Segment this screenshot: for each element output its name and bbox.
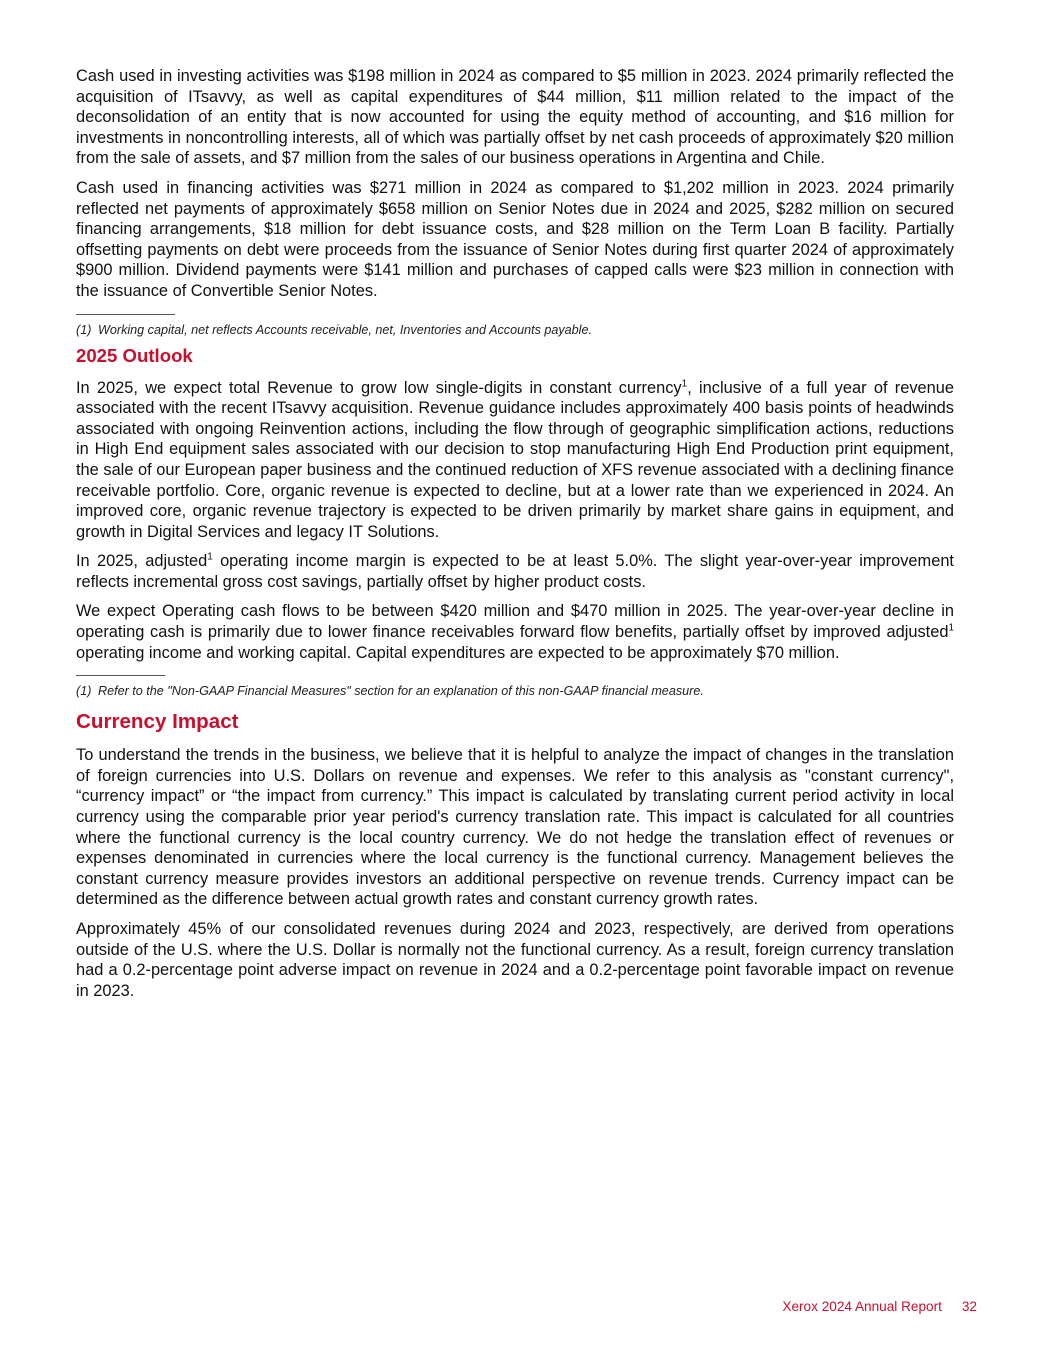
outlook-margin-text-b: operating income margin is expected to be at least 5.0%. The slight year-over-year improvement reflects incremental gross cost savings, partially offset by higher product costs. <box>76 552 954 591</box>
outlook-cashflow-text-a: We expect Operating cash flows to be between $420 million and $470 million in 2025. The year-over-year decline in operating cash is primarily due to lower finance receivables forward flow benefits, partially offset by improved adjusted <box>76 602 954 642</box>
footnote-working-capital <box>76 322 954 338</box>
outlook-cashflow-paragraph <box>76 601 954 663</box>
footnote-divider <box>76 314 175 315</box>
footnote-reference: 1 <box>681 378 688 390</box>
outlook-margin-paragraph <box>76 551 954 592</box>
footnote-divider <box>76 675 165 676</box>
report-title: Xerox 2024 Annual Report <box>782 1299 942 1314</box>
footnote-reference: 1 <box>207 551 213 563</box>
outlook-heading: 2025 Outlook <box>76 344 193 366</box>
page-number: 32 <box>961 1299 977 1314</box>
financing-paragraph: Cash used in financing activities was $271 million in 2024 as compared to $1,202 million in 2023. 2024 primarily reflected net payments of approximately $658 million on Senior Notes due in 2024 and 2025, $282 million on secured financing arrangements, $18 million for debt issuance costs, and $28 million on the Term Loan B facility. Partially offsetting payments on debt were proceeds from the issuance of Senior Notes during first quarter 2024 of approximately $900 million. Dividend payments were $141 million and purchases of capped calls were $23 million in connection with the issuance of Convertible Senior Notes. <box>76 178 954 300</box>
currency-revenue-paragraph: Approximately 45% of our consolidated revenues during 2024 and 2023, respectively, are derived from operations outside of the U.S. where the U.S. Dollar is normally not the functional currency. As a result, foreign currency translation had a 0.2-percentage point adverse impact on revenue in 2024 and a 0.2-percentage point favorable impact on revenue in 2023. <box>76 920 954 1000</box>
footnote-reference: 1 <box>948 622 954 634</box>
currency-explanation-paragraph: To understand the trends in the business, we believe that it is helpful to analyze the impact of changes in the translation of foreign currencies into U.S. Dollars on revenue and expenses. We refer to this analysis as "constant currency", “currency impact” or “the impact from currency.” This impact is calculated by translating current period activity in local currency using the comparable prior year period's currency translation rate. This impact is calculated for all countries where the functional currency is the local country currency. We do not hedge the translation effect of revenues or expenses denominated in currencies where the local currency is the functional currency. Management believes the constant currency measure provides investors an additional perspective on revenue trends. Currency impact can be determined as the difference between actual growth rates and constant currency growth rates. <box>76 746 954 909</box>
outlook-revenue-text-b: , inclusive of a full year of revenue associated with the recent ITsavvy acquisition. Revenue guidance includes approximately 400 basis points of headwinds associated with ongoing Reinvention actions, including the flow through of geographic simplification actions, reductions in High End equipment sales associated with our decision to stop manufacturing High End Production print equipment, the sale of our European paper business and the continued reduction of XFS revenue associated with a declining finance receivable portfolio. Core, organic revenue is expected to decline, but at a lower rate than we experienced in 2024. An improved core, organic revenue trajectory is expected to be driven primarily by market share gains in equipment, and growth in Digital Services and legacy IT Solutions. <box>76 378 955 541</box>
footnote-marker: (1) <box>76 684 92 699</box>
page-footer <box>782 1299 977 1315</box>
outlook-revenue-paragraph <box>76 378 954 543</box>
outlook-cashflow-text-b: operating income and working capital. Capital expenditures are expected to be approximately $70 million. <box>76 643 840 662</box>
investing-paragraph: Cash used in investing activities was $198 million in 2024 as compared to $5 million in 2023. 2024 primarily reflected the acquisition of ITsavvy, as well as capital expenditures of $44 million, $11 million related to the impact of the deconsolidation of an entity that is now accounted for using the equity method of accounting, and $16 million for investments in noncontrolling interests, all of which was partially offset by net cash proceeds of approximately $20 million from the sale of assets, and $7 million from the sales of our business operations in Argentina and Chile. <box>76 67 954 168</box>
footnote-text: Refer to the "Non-GAAP Financial Measures" section for an explanation of this non-GAAP financial measure. <box>98 684 704 699</box>
currency-impact-heading: Currency Impact <box>76 710 239 734</box>
footnote-marker: (1) <box>76 322 92 337</box>
footnote-text: Working capital, net reflects Accounts receivable, net, Inventories and Accounts payable. <box>98 322 592 337</box>
outlook-revenue-text-a: In 2025, we expect total Revenue to grow low single-digits in constant currency <box>76 378 682 397</box>
footnote-non-gaap <box>76 683 954 699</box>
document-page <box>76 66 954 1010</box>
outlook-margin-text-a: In 2025, adjusted <box>76 552 208 571</box>
